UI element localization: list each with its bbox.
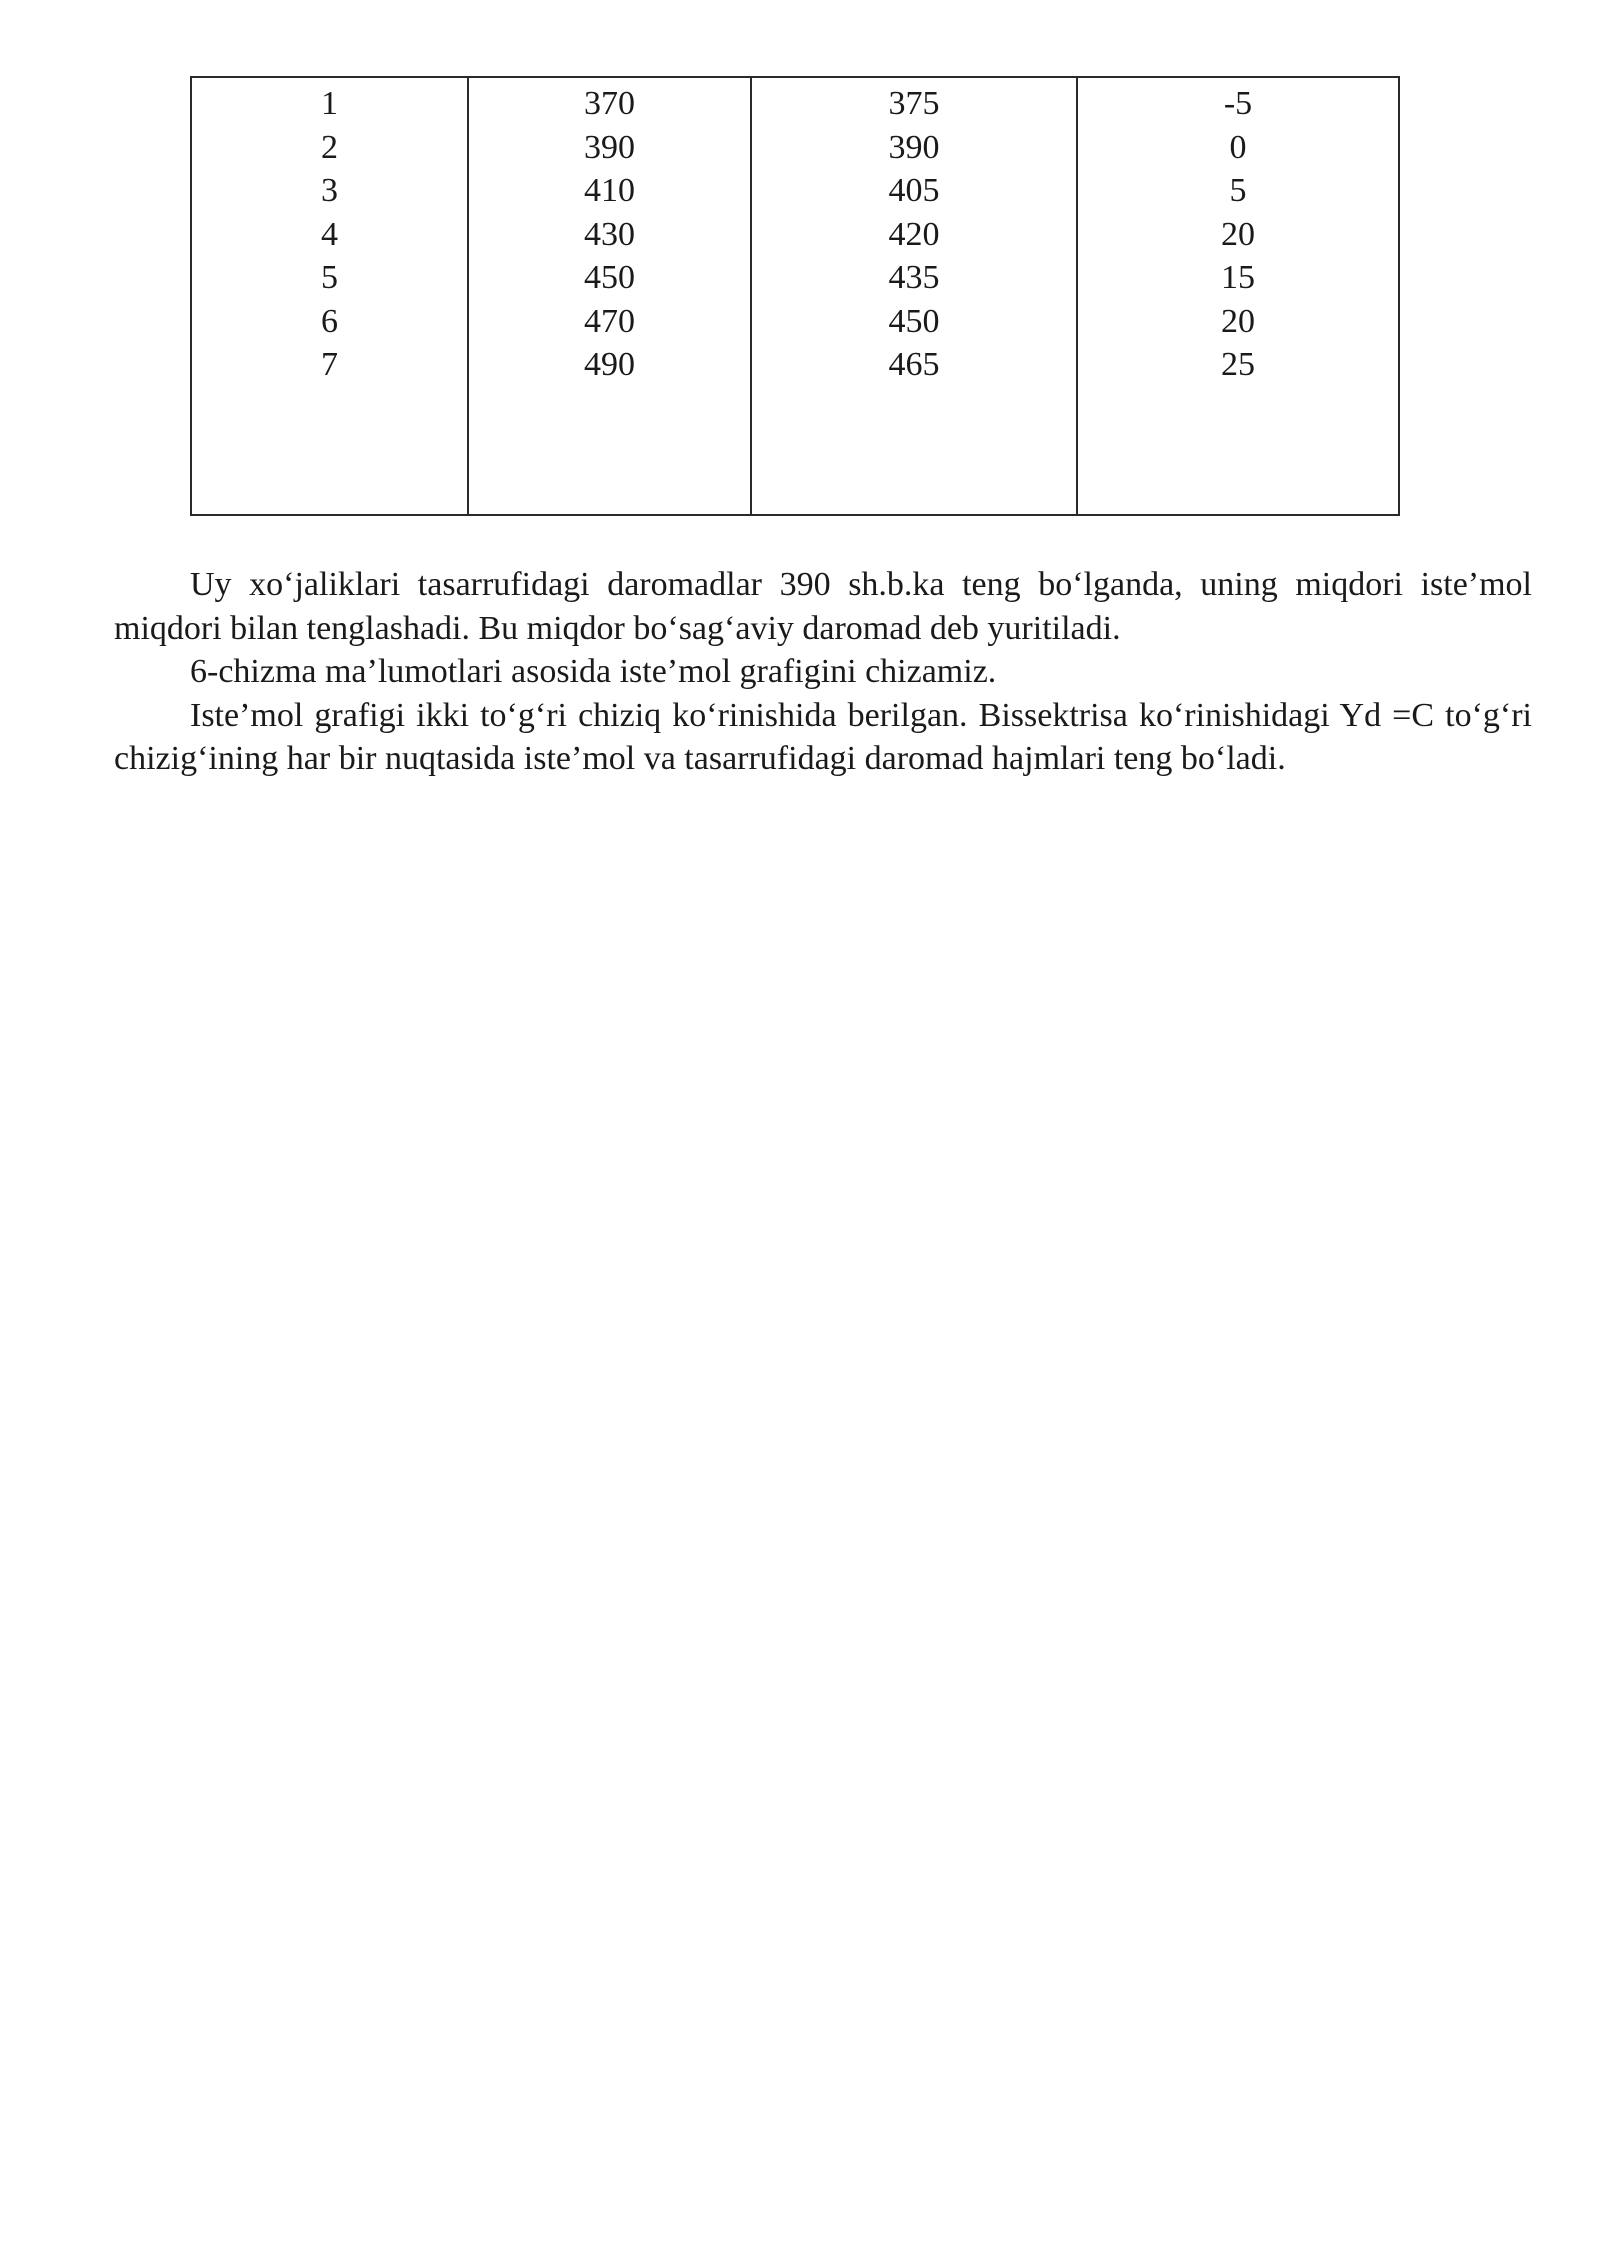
table-cell: 390	[584, 128, 635, 166]
table-cell: 490	[584, 346, 635, 383]
table-cell: -5	[1223, 85, 1253, 122]
paragraph-chart-reference: 6-chizma ma’lumotlari asosida iste’mol grafigini chizamiz.	[190, 653, 997, 690]
table-column-income	[468, 77, 751, 515]
table-cell: 0	[1229, 128, 1247, 166]
income-consumption-table	[190, 76, 1400, 516]
paragraph-threshold-income: Uy xo‘jaliklari tasarrufidagi daromadlar 390 sh.b.ka teng bo‘lganda, uning miqdori iste’mol miqdori bilan tenglashadi. Bu miqdor bo‘sag‘aviy daromad deb yuritiladi.	[114, 566, 1532, 647]
table-column-savings	[1077, 77, 1399, 515]
table-cell: 20	[1221, 215, 1255, 253]
table-cell: 430	[584, 215, 635, 253]
table-cell: 3	[321, 172, 338, 209]
table-cell: 375	[888, 85, 940, 122]
table-cell: 435	[888, 259, 940, 296]
table-cell: 450	[888, 302, 940, 340]
table-column-period	[191, 77, 468, 515]
table-cell: 7	[321, 346, 338, 383]
table-cell: 450	[584, 259, 635, 296]
paragraph-consumption-graph: Iste’mol grafigi ikki to‘g‘ri chiziq ko‘rinishida berilgan. Bissektrisa ko‘rinishidagi Yd =C to‘g‘ri chizig‘ining har bir nuqtasida iste’mol va tasarrufidagi daromad hajmlari teng bo‘ladi.	[114, 696, 1532, 777]
table-cell: 20	[1221, 302, 1255, 340]
table-cell: 405	[888, 172, 940, 209]
table-cell: 370	[584, 85, 635, 122]
table-cell: 2	[321, 128, 338, 166]
table-cell: 25	[1221, 346, 1255, 383]
table-cell: 390	[888, 128, 940, 166]
table-column-consumption	[751, 77, 1077, 515]
table-cell: 1	[321, 85, 338, 122]
table-cell: 4	[321, 215, 338, 253]
table-cell: 5	[321, 259, 338, 296]
table-row	[191, 77, 1399, 515]
table-cell: 15	[1221, 259, 1255, 296]
table-cell: 465	[888, 346, 940, 383]
table-cell: 6	[321, 302, 338, 340]
table-cell: 420	[888, 215, 940, 253]
table-cell: 5	[1229, 172, 1247, 209]
table-cell: 470	[584, 302, 635, 340]
body-text	[114, 563, 1532, 781]
table-cell: 410	[584, 172, 635, 209]
